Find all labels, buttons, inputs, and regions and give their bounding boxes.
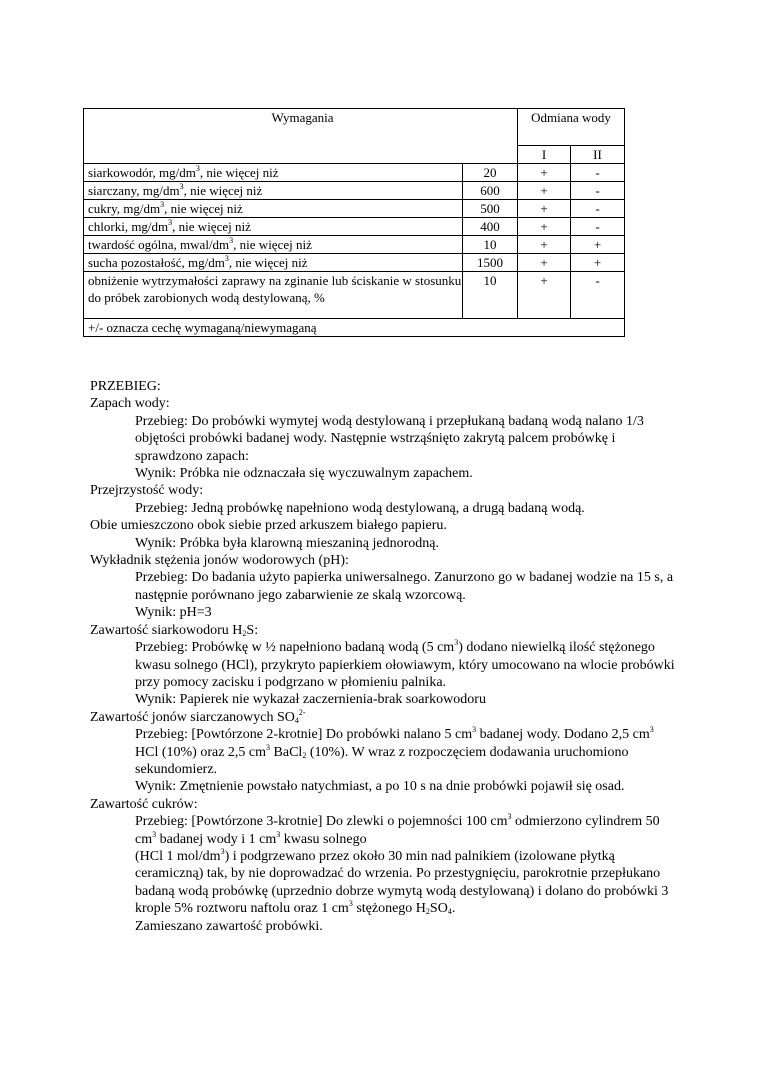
section-result: Wynik: pH=3 — [135, 605, 212, 621]
section-procedure-continued: Obie umieszczono obok siebie przed arkuszem białego papieru. — [90, 518, 447, 534]
procedure-heading: PRZEBIEG: — [90, 379, 161, 394]
table-row — [84, 200, 625, 218]
table-row — [84, 254, 625, 272]
section-procedure: Przebieg: Jedną probówkę napełniono wodą destylowaną, a drugą badaną wodą. — [135, 500, 585, 516]
procedure-content — [90, 378, 680, 935]
row-label: chlorki, $mg/dm^3$, nie więcej niż — [84, 218, 463, 236]
row-variant-i: + — [518, 254, 571, 272]
section-procedure: Przebieg: Do probówki wymytej wodą destylowaną i przepłukaną badaną wodą nalano 1/3 objętości probówki badanej wody. Następnie wstrząśnięto zakrytą palcem probówkę i sprawdzono zapach: — [135, 413, 644, 464]
table-row — [84, 218, 625, 236]
section-procedure: Przebieg: [Powtórzone 3-krotnie] Do zlewki o pojemności 100 $cm^3$ odmierzono cylindrem 50 $cm^3$ badanej wody i 1 $cm^3$ kwasu solnego (HCl 1 mol/$dm^3$) i podgrzewano przez około 30 min nad palnikiem (izolowane płytką ceramiczną) tak, by nie doprowadzać do wrzenia. Po przestygnięciu, parokrotnie przepłukano badaną wodą probówkę (uprzednio dobrze wymytą wodą destylowaną) i dolano do probówki 3 krople 5% roztworu naftolu oraz 1 $cm^3$ stężonego $H_2SO_4$. Zamieszano zawartość probówki. — [135, 812, 669, 934]
row-variant-ii: - — [571, 200, 625, 218]
row-variant-ii: + — [571, 254, 625, 272]
row-value: 500 — [463, 200, 518, 218]
row-variant-i: + — [518, 164, 571, 182]
row-variant-ii: - — [571, 218, 625, 236]
row-variant-i: + — [518, 218, 571, 236]
row-variant-ii: - — [571, 272, 625, 319]
row-value: 400 — [463, 218, 518, 236]
row-value: 20 — [463, 164, 518, 182]
row-variant-ii: - — [571, 182, 625, 200]
section-title: Zawartość jonów siarczanowych $SO_4^{2-}$ — [90, 707, 306, 725]
row-variant-i: + — [518, 182, 571, 200]
row-label: siarczany, $mg/dm^3$, nie więcej niż — [84, 182, 463, 200]
section-procedure: Przebieg: [Powtórzone 2-krotnie] Do probówki nalano 5 $cm^3$ badanej wody. Dodano 2,5 $cm^3$ HCl (10%) oraz 2,5 $cm^3$ BaCl$_2$ (10%). W wraz z rozpoczęciem dodawania uruchomiono sekundomierz. — [135, 725, 654, 777]
table-note: +/- oznacza cechę wymaganą/niewymaganą — [84, 319, 625, 337]
table-note-row — [84, 319, 625, 337]
header-variant-i: I — [518, 146, 571, 164]
table-row — [84, 272, 625, 319]
row-label: cukry, $mg/dm^3$, nie więcej niż — [84, 200, 463, 218]
header-requirement: Wymagania — [84, 109, 518, 164]
row-variant-i: + — [518, 272, 571, 319]
row-variant-i: + — [518, 200, 571, 218]
row-value: 1500 — [463, 254, 518, 272]
section-result: Wynik: Próbka była klarowną mieszaniną jednorodną. — [135, 535, 439, 551]
table-row — [84, 182, 625, 200]
row-value: 600 — [463, 182, 518, 200]
row-value: 10 — [463, 272, 518, 319]
row-label: obniżenie wytrzymałości zaprawy na zginanie lub ściskanie w stosunku do próbek zarobionych wodą destylowaną, % — [84, 272, 463, 319]
section-result: Wynik: Zmętnienie powstało natychmiast, a po 10 s na dnie probówki pojawił się osad. — [135, 779, 625, 795]
section-title: Wykładnik stężenia jonów wodorowych (pH): — [90, 553, 349, 569]
row-label: siarkowodór, $mg/dm^3$, nie więcej niż — [84, 164, 463, 182]
row-variant-ii: - — [571, 164, 625, 182]
section-title: Zapach wody: — [90, 396, 170, 412]
row-value: 10 — [463, 236, 518, 254]
header-variant: Odmiana wody — [518, 109, 625, 146]
table-row — [84, 164, 625, 182]
table-header-row — [84, 109, 625, 146]
section-procedure: Przebieg: Do badania użyto papierka uniwersalnego. Zanurzono go w badanej wodzie na 15 s, a następnie porównano jego zabarwienie ze skalą wzorcową. — [135, 570, 674, 603]
section-result: Wynik: Papierek nie wykazał zaczernienia-brak soarkowodoru — [135, 692, 486, 708]
row-variant-i: + — [518, 236, 571, 254]
row-variant-ii: + — [571, 236, 625, 254]
table-row — [84, 236, 625, 254]
section-title: Przejrzystość wody: — [90, 483, 204, 499]
section-procedure: Przebieg: Probówkę w ½ napełniono badaną wodą (5 $cm^3$) dodano niewielką ilość stężonego kwasu solnego (HCl), przykryto papierkiem ołowiawym, który umocowano na wlocie probówki przy pomocy zacisku i podgrzano w płomieniu palnika. — [135, 638, 675, 690]
section-result: Wynik: Próbka nie odznaczała się wyczuwalnym zapachem. — [135, 466, 473, 482]
header-variant-ii: II — [571, 146, 625, 164]
requirements-table — [83, 108, 625, 337]
row-label: twardość ogólna, mwal/$dm^3$, nie więcej niż — [84, 236, 463, 254]
section-title: Zawartość siarkowodoru $H_2S$: — [90, 622, 259, 638]
row-label: sucha pozostałość, $mg/dm^3$, nie więcej niż — [84, 254, 463, 272]
section-title: Zawartość cukrów: — [90, 796, 198, 812]
